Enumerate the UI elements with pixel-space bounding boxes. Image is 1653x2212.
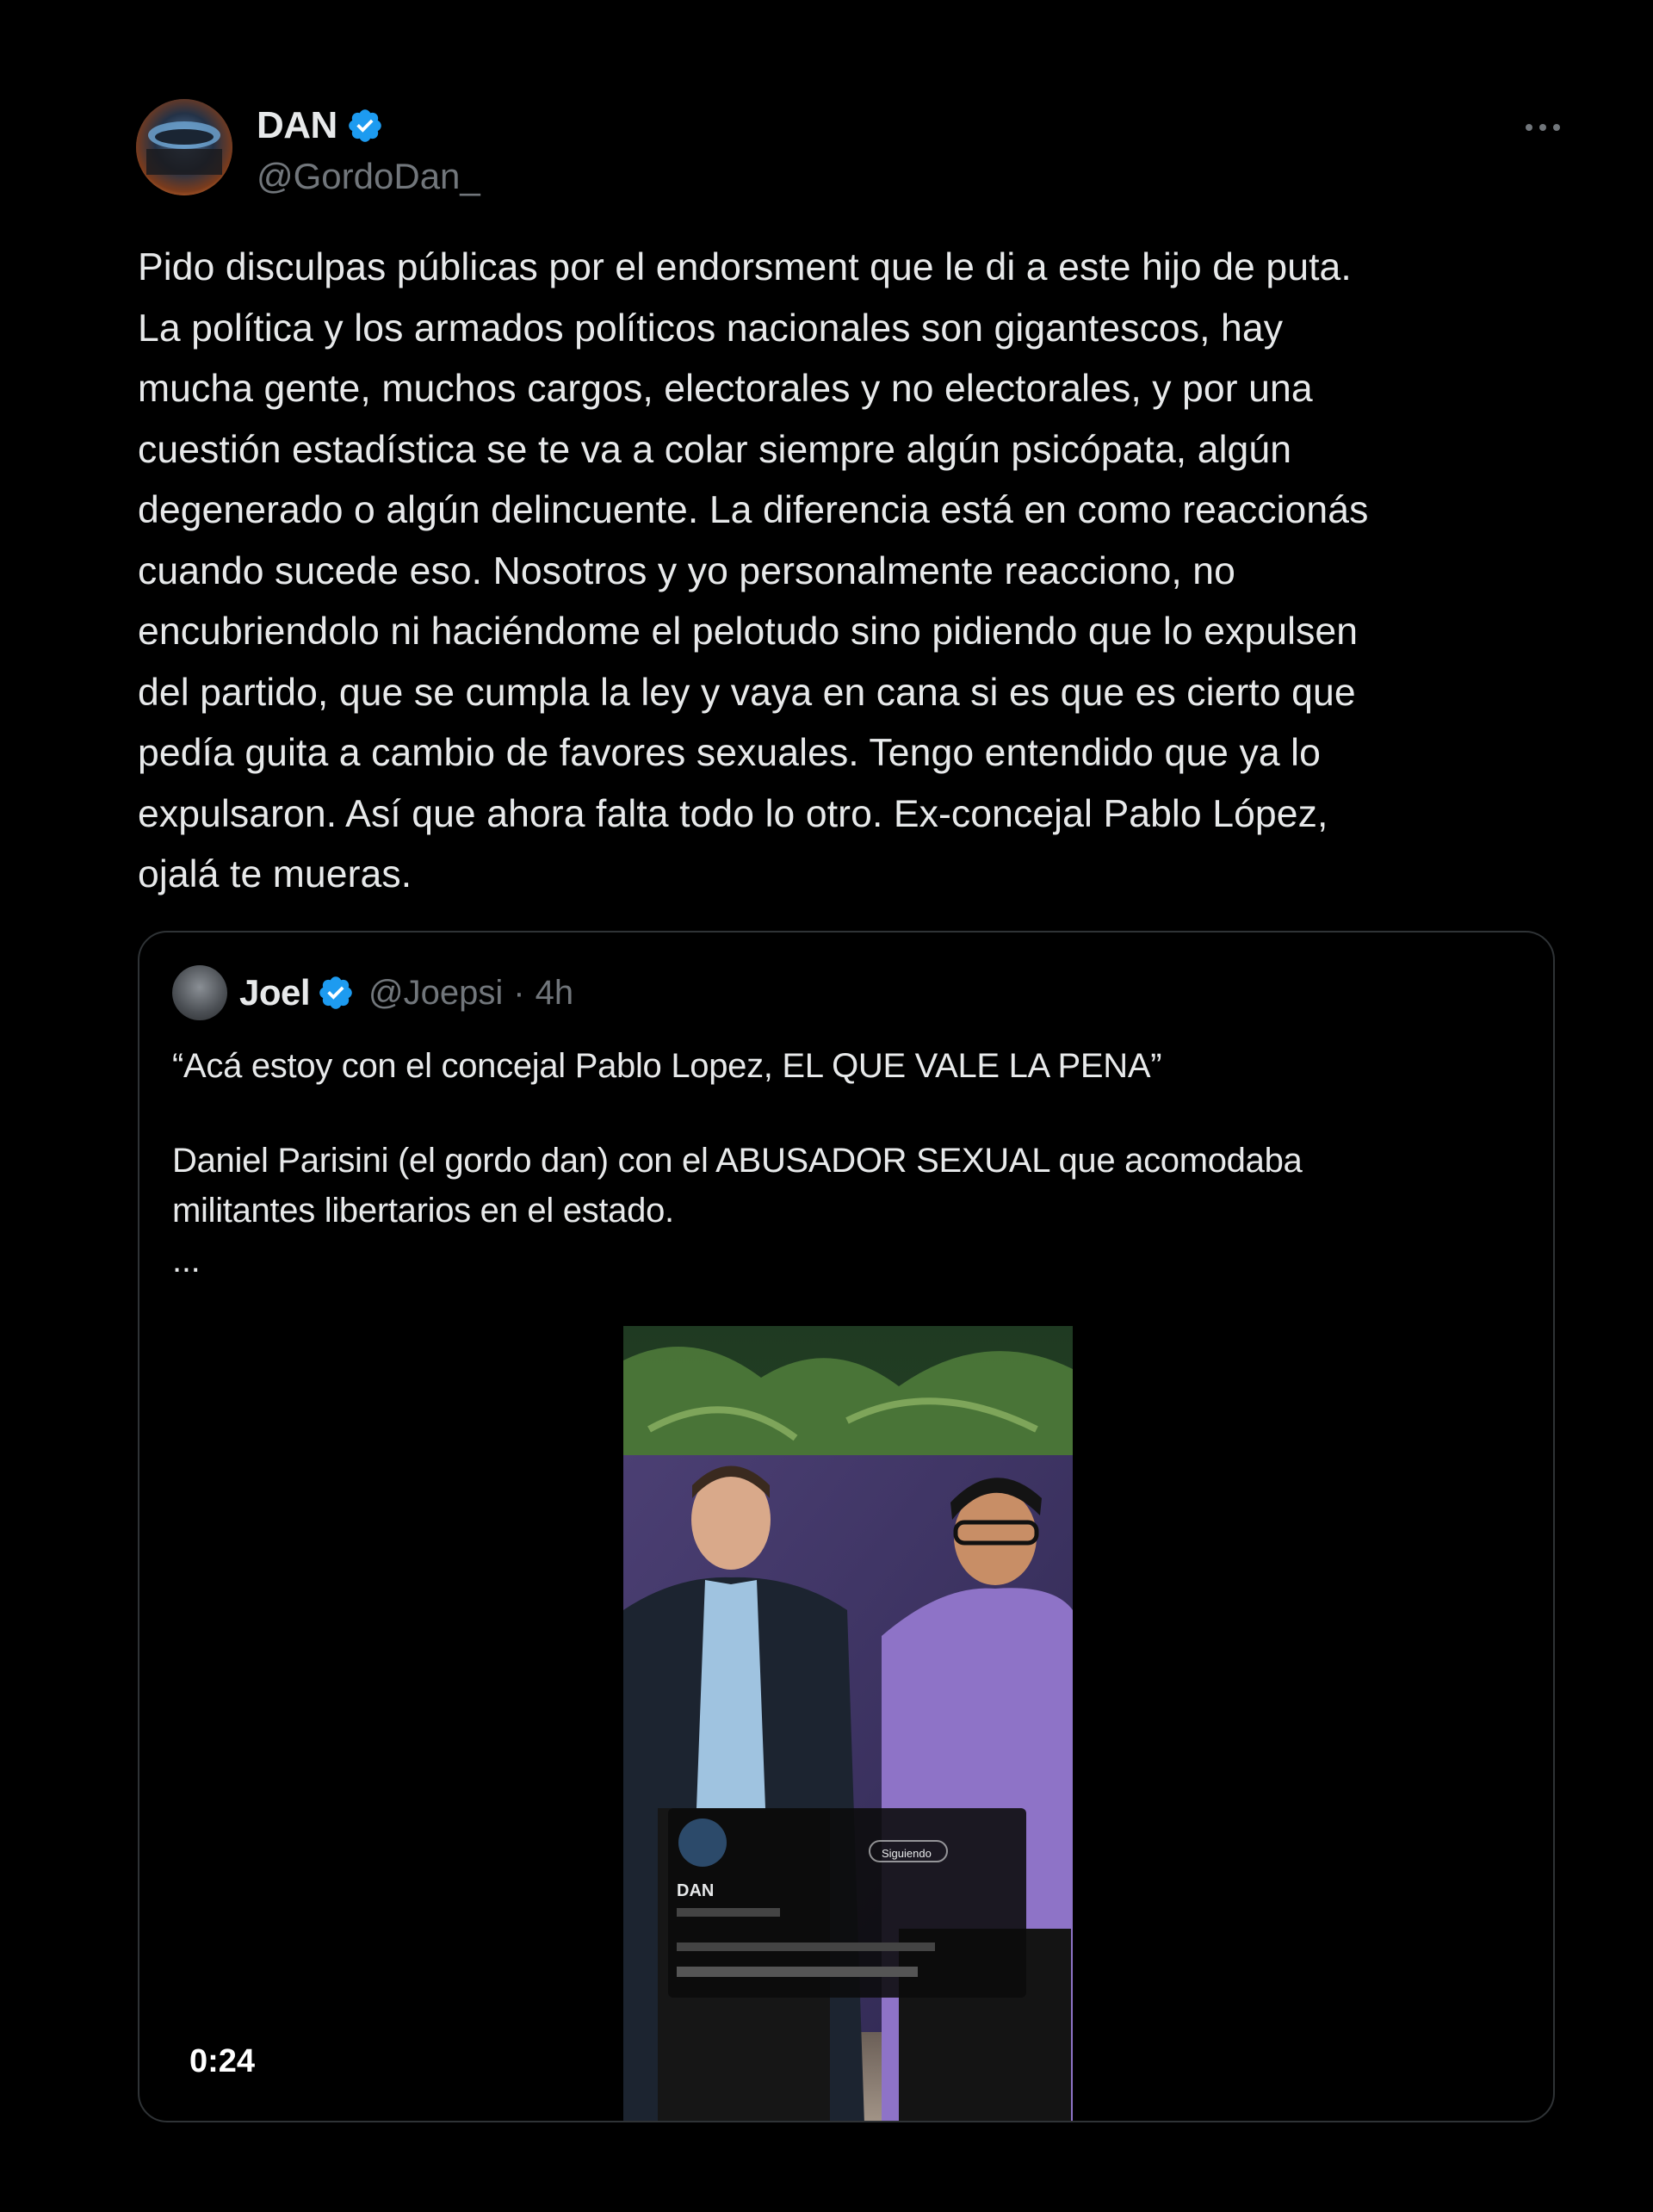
quoted-text-line: Daniel Parisini (el gordo dan) con el ABUSADOR SEXUAL que acomodaba	[172, 1142, 1303, 1180]
post-text-line: Pido disculpas públicas por el endorsment que le di a este hijo de puta.	[138, 246, 1352, 288]
separator-dot: ·	[513, 973, 525, 1012]
post-text-line: La política y los armados políticos nacionales son gigantescos, hay	[138, 307, 1284, 350]
post-text-line: ojalá te mueras.	[138, 853, 412, 895]
post-text-line: expulsaron. Así que ahora falta todo lo otro. Ex-concejal Pablo López,	[138, 792, 1328, 835]
quoted-post-text	[172, 1041, 1515, 1286]
quoted-post-header	[172, 965, 573, 1020]
more-horizontal-icon[interactable]	[1520, 115, 1565, 140]
author-name-row	[257, 104, 384, 147]
post-text-line: encubriendolo ni haciéndome el pelotudo sino pidiendo que lo expulsen	[138, 610, 1359, 653]
verified-badge-icon	[317, 974, 355, 1012]
verified-badge-icon	[346, 107, 384, 145]
video-frame-image	[623, 1326, 1073, 2122]
post-text-line: mucha gente, muchos cargos, electorales y no electorales, y por una	[138, 368, 1313, 410]
post-text-line: cuestión estadística se te va a colar siempre algún psicópata, algún	[138, 428, 1292, 471]
quoted-text-ellipsis: ...	[172, 1242, 201, 1279]
post-text-line: pedía guita a cambio de favores sexuales. Tengo entendido que ya lo	[138, 732, 1321, 774]
author-handle[interactable]: @GordoDan_	[257, 156, 480, 196]
quoted-post-time[interactable]: 4h	[535, 973, 574, 1012]
post-text-line: cuando sucede eso. Nosotros y yo personalmente reacciono, no	[138, 549, 1236, 592]
overlay-button: Siguiendo	[882, 1847, 932, 1860]
author-name[interactable]: DAN	[257, 104, 337, 146]
post-text-line: del partido, que se cumpla la ley y vaya en cana si es que es cierto que	[138, 671, 1356, 714]
post-text	[138, 238, 1567, 906]
quoted-post-card[interactable]	[138, 931, 1555, 2122]
quoted-author-name[interactable]: Joel	[239, 972, 311, 1013]
quoted-author-handle[interactable]: @Joepsi	[368, 973, 504, 1012]
post-header	[136, 99, 1565, 202]
overlay-name: DAN	[677, 1881, 715, 1900]
video-duration: 0:24	[189, 2043, 256, 2079]
quoted-author-avatar[interactable]	[172, 965, 227, 1020]
quoted-text-line: “Acá estoy con el concejal Pablo Lopez, EL QUE VALE LA PENA”	[172, 1047, 1162, 1085]
post-text-line: degenerado o algún delincuente. La diferencia está en como reaccionás	[138, 489, 1369, 531]
author-avatar[interactable]	[136, 99, 232, 195]
video-thumbnail[interactable]	[623, 1326, 1073, 2122]
quoted-text-line: militantes libertarios en el estado.	[172, 1192, 674, 1230]
